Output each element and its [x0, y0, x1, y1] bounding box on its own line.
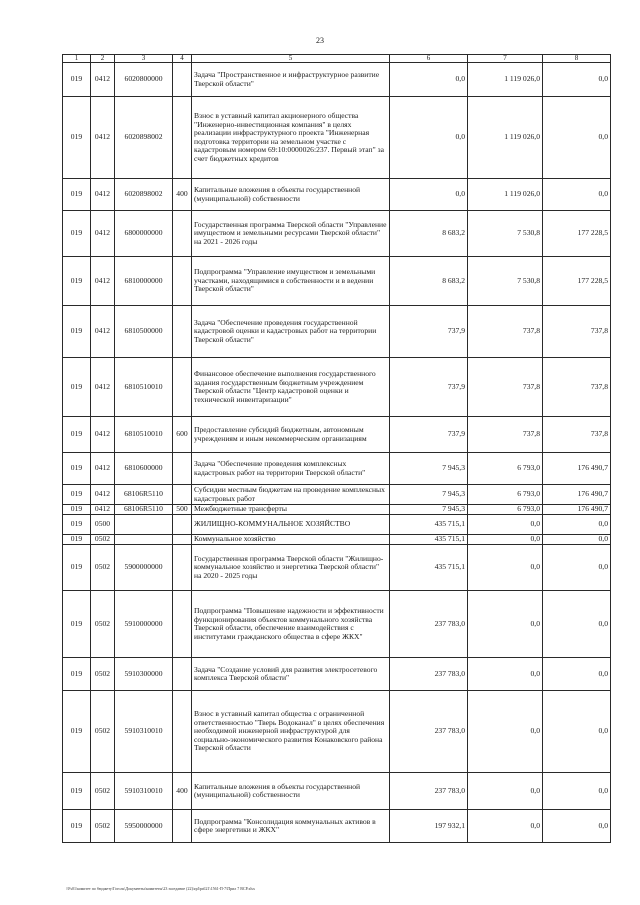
header-cell: 3 [115, 55, 173, 63]
cell-amount-col6: 237 783,0 [390, 773, 468, 810]
cell-ministry-code: 019 [63, 658, 91, 691]
table-row [63, 257, 611, 306]
cell-target-code: 68106R5110 [115, 505, 173, 515]
cell-target-code: 5910310010 [115, 691, 173, 773]
cell-description: Подпрограмма "Управление имуществом и земельными участками, находящимися в собственности и в ведении Тверской области" [192, 257, 390, 306]
cell-amount-col8: 176 490,7 [543, 505, 611, 515]
cell-amount-col8: 176 490,7 [543, 453, 611, 485]
cell-amount-col6: 0,0 [390, 63, 468, 97]
cell-ministry-code: 019 [63, 810, 91, 843]
cell-amount-col8: 0,0 [543, 63, 611, 97]
header-cell: 4 [173, 55, 192, 63]
table-header-row [63, 55, 611, 63]
cell-amount-col7: 1 119 026,0 [468, 179, 543, 211]
cell-description: Задача "Создание условий для развития электросетевого комплекса Тверской области" [192, 658, 390, 691]
cell-expense-type: 400 [173, 773, 192, 810]
cell-amount-col6: 737,9 [390, 306, 468, 358]
table-row [63, 97, 611, 179]
cell-target-code: 6810000000 [115, 257, 173, 306]
cell-amount-col6: 737,9 [390, 358, 468, 417]
cell-target-code: 5950000000 [115, 810, 173, 843]
cell-ministry-code: 019 [63, 515, 91, 535]
cell-expense-type [173, 591, 192, 658]
page-number: 23 [316, 36, 324, 45]
cell-amount-col8: 0,0 [543, 97, 611, 179]
cell-amount-col6: 237 783,0 [390, 691, 468, 773]
cell-amount-col8: 177 228,5 [543, 211, 611, 257]
cell-amount-col7: 0,0 [468, 591, 543, 658]
cell-description: Капитальные вложения в объекты государственной (муниципальной) собственности [192, 773, 390, 810]
cell-amount-col6: 8 683,2 [390, 211, 468, 257]
cell-section-code: 0502 [91, 591, 115, 658]
cell-expense-type [173, 691, 192, 773]
cell-section-code: 0412 [91, 179, 115, 211]
cell-expense-type [173, 453, 192, 485]
cell-amount-col7: 737,8 [468, 306, 543, 358]
cell-amount-col7: 1 119 026,0 [468, 63, 543, 97]
cell-amount-col6: 7 945,3 [390, 485, 468, 505]
cell-expense-type [173, 97, 192, 179]
cell-target-code: 6020800000 [115, 63, 173, 97]
table-row [63, 417, 611, 453]
cell-description: Взнос в уставный капитал акционерного общества "Инженерно-инвестиционная компания" в целях реализации инфраструктурного проекта "Инженерная подготовка территории на земельном участке с кадастровым номером 69:10:0000026:237. Первый этап" за счет бюджетных кредитов [192, 97, 390, 179]
cell-section-code: 0412 [91, 485, 115, 505]
cell-amount-col6: 435 715,1 [390, 545, 468, 591]
cell-target-code [115, 535, 173, 545]
table-row [63, 691, 611, 773]
cell-expense-type [173, 306, 192, 358]
cell-target-code: 6810600000 [115, 453, 173, 485]
cell-expense-type [173, 485, 192, 505]
cell-amount-col7: 1 119 026,0 [468, 97, 543, 179]
cell-description: Задача "Обеспечение проведения комплексных кадастровых работ на территории Тверской области" [192, 453, 390, 485]
cell-expense-type [173, 535, 192, 545]
cell-ministry-code: 019 [63, 358, 91, 417]
cell-amount-col8: 737,8 [543, 306, 611, 358]
cell-target-code: 5900000000 [115, 545, 173, 591]
cell-section-code: 0412 [91, 306, 115, 358]
cell-amount-col8: 0,0 [543, 591, 611, 658]
cell-amount-col8: 0,0 [543, 179, 611, 211]
cell-target-code: 6810500000 [115, 306, 173, 358]
cell-section-code: 0502 [91, 773, 115, 810]
table-row [63, 773, 611, 810]
cell-section-code: 0412 [91, 453, 115, 485]
cell-description: Капитальные вложения в объекты государственной (муниципальной) собственности [192, 179, 390, 211]
cell-description: Задача "Обеспечение проведения государственной кадастровой оценки и кадастровых работ на территории Тверской области" [192, 306, 390, 358]
cell-amount-col7: 737,8 [468, 358, 543, 417]
cell-amount-col6: 7 945,3 [390, 505, 468, 515]
cell-amount-col8: 176 490,7 [543, 485, 611, 505]
cell-ministry-code: 019 [63, 591, 91, 658]
cell-section-code: 0502 [91, 691, 115, 773]
cell-description: Подпрограмма "Повышение надежности и эффективности функционирования объектов коммунального хозяйства Тверской области, обеспечение взаимодействия с институтами гражданского общества в сфере ЖКХ" [192, 591, 390, 658]
cell-amount-col8: 0,0 [543, 810, 611, 843]
cell-expense-type [173, 515, 192, 535]
cell-section-code: 0412 [91, 257, 115, 306]
cell-description: Подпрограмма "Консолидация коммунальных активов в сфере энергетики и ЖКХ" [192, 810, 390, 843]
cell-expense-type: 500 [173, 505, 192, 515]
cell-expense-type [173, 658, 192, 691]
cell-section-code: 0502 [91, 545, 115, 591]
cell-ministry-code: 019 [63, 306, 91, 358]
header-cell: 5 [192, 55, 390, 63]
cell-section-code: 0500 [91, 515, 115, 535]
cell-amount-col6: 0,0 [390, 179, 468, 211]
cell-amount-col8: 0,0 [543, 691, 611, 773]
cell-ministry-code: 019 [63, 257, 91, 306]
cell-amount-col8: 0,0 [543, 545, 611, 591]
cell-section-code: 0412 [91, 211, 115, 257]
cell-expense-type [173, 545, 192, 591]
cell-amount-col8: 0,0 [543, 773, 611, 810]
cell-amount-col7: 0,0 [468, 535, 543, 545]
cell-description: Взнос в уставный капитал общества с ограниченной ответственностью "Тверь Водоканал" в целях обеспечения необходимой инженерной инфраструктурой для социально-экономического развития Конаковского района Тверской области [192, 691, 390, 773]
cell-amount-col8: 0,0 [543, 658, 611, 691]
cell-amount-col6: 237 783,0 [390, 591, 468, 658]
cell-ministry-code: 019 [63, 453, 91, 485]
cell-section-code: 0412 [91, 358, 115, 417]
cell-amount-col8: 0,0 [543, 535, 611, 545]
header-cell: 8 [543, 55, 611, 63]
cell-expense-type [173, 211, 192, 257]
cell-expense-type [173, 63, 192, 97]
cell-target-code: 5910000000 [115, 591, 173, 658]
cell-amount-col7: 737,8 [468, 417, 543, 453]
table-row [63, 63, 611, 97]
cell-amount-col7: 7 530,8 [468, 211, 543, 257]
cell-description: ЖИЛИЩНО-КОММУНАЛЬНОЕ ХОЗЯЙСТВО [192, 515, 390, 535]
cell-amount-col7: 6 793,0 [468, 453, 543, 485]
header-cell: 1 [63, 55, 91, 63]
header-cell: 6 [390, 55, 468, 63]
cell-section-code: 0412 [91, 63, 115, 97]
cell-ministry-code: 019 [63, 773, 91, 810]
cell-amount-col8: 737,8 [543, 358, 611, 417]
cell-amount-col6: 0,0 [390, 97, 468, 179]
cell-description: Предоставление субсидий бюджетным, автономным учреждениям и иным некоммерческим организациям [192, 417, 390, 453]
table-row [63, 211, 611, 257]
cell-target-code: 6810510010 [115, 358, 173, 417]
cell-amount-col7: 0,0 [468, 515, 543, 535]
table-row [63, 515, 611, 535]
cell-section-code: 0412 [91, 505, 115, 515]
cell-amount-col7: 6 793,0 [468, 485, 543, 505]
cell-description: Государственная программа Тверской области "Жилищно-коммунальное хозяйство и энергетика Тверской области" на 2020 - 2025 годы [192, 545, 390, 591]
table-row [63, 810, 611, 843]
table-row [63, 658, 611, 691]
cell-ministry-code: 019 [63, 417, 91, 453]
cell-amount-col8: 737,8 [543, 417, 611, 453]
cell-amount-col6: 8 683,2 [390, 257, 468, 306]
table-row [63, 306, 611, 358]
cell-expense-type [173, 358, 192, 417]
cell-description: Межбюджетные трансферты [192, 505, 390, 515]
cell-section-code: 0502 [91, 658, 115, 691]
cell-ministry-code: 019 [63, 535, 91, 545]
cell-ministry-code: 019 [63, 179, 91, 211]
cell-target-code: 6810510010 [115, 417, 173, 453]
cell-target-code: 5910300000 [115, 658, 173, 691]
cell-target-code: 68106R5110 [115, 485, 173, 505]
cell-amount-col8: 177 228,5 [543, 257, 611, 306]
cell-target-code: 6020898002 [115, 97, 173, 179]
cell-amount-col7: 0,0 [468, 810, 543, 843]
cell-section-code: 0502 [91, 810, 115, 843]
cell-ministry-code: 019 [63, 63, 91, 97]
cell-amount-col7: 0,0 [468, 691, 543, 773]
table-row [63, 179, 611, 211]
table-row [63, 453, 611, 485]
header-cell: 2 [91, 55, 115, 63]
table-row [63, 505, 611, 515]
cell-amount-col7: 0,0 [468, 658, 543, 691]
cell-ministry-code: 019 [63, 505, 91, 515]
cell-target-code: 5910310010 [115, 773, 173, 810]
cell-amount-col7: 0,0 [468, 545, 543, 591]
cell-amount-col6: 197 932,1 [390, 810, 468, 843]
cell-section-code: 0412 [91, 417, 115, 453]
cell-description: Коммунальное хозяйство [192, 535, 390, 545]
table-row [63, 545, 611, 591]
cell-description: Задача "Пространственное и инфраструктурное развитие Тверской области" [192, 63, 390, 97]
cell-description: Субсидии местным бюджетам на проведение комплексных кадастровых работ [192, 485, 390, 505]
header-cell: 7 [468, 55, 543, 63]
table-row [63, 358, 611, 417]
cell-amount-col6: 237 783,0 [390, 658, 468, 691]
cell-expense-type [173, 257, 192, 306]
table-row [63, 485, 611, 505]
cell-ministry-code: 019 [63, 97, 91, 179]
file-path-footer: \\Fs01\комитет по бюджету\Гоголь\Документы\комитеты\23 заседание (22)\zpl\pril21\1561-П-7\Прил 7 ВСР.xlsx [66, 886, 255, 891]
cell-amount-col6: 737,9 [390, 417, 468, 453]
cell-target-code: 6020898002 [115, 179, 173, 211]
cell-amount-col7: 7 530,8 [468, 257, 543, 306]
cell-ministry-code: 019 [63, 485, 91, 505]
cell-description: Государственная программа Тверской области "Управление имуществом и земельными ресурсами Тверской области" на 2021 - 2026 годы [192, 211, 390, 257]
cell-amount-col7: 0,0 [468, 773, 543, 810]
cell-expense-type: 400 [173, 179, 192, 211]
cell-amount-col6: 7 945,3 [390, 453, 468, 485]
cell-description: Финансовое обеспечение выполнения государственного задания государственным бюджетным учреждением Тверской области "Центр кадастровой оценки и технической инвентаризации" [192, 358, 390, 417]
cell-target-code: 6800000000 [115, 211, 173, 257]
cell-expense-type [173, 810, 192, 843]
cell-amount-col6: 435 715,1 [390, 515, 468, 535]
table-row [63, 535, 611, 545]
cell-ministry-code: 019 [63, 211, 91, 257]
budget-table [62, 54, 611, 843]
cell-ministry-code: 019 [63, 691, 91, 773]
cell-amount-col8: 0,0 [543, 515, 611, 535]
table-row [63, 591, 611, 658]
cell-amount-col6: 435 715,1 [390, 535, 468, 545]
cell-expense-type: 600 [173, 417, 192, 453]
cell-section-code: 0412 [91, 97, 115, 179]
cell-ministry-code: 019 [63, 545, 91, 591]
cell-section-code: 0502 [91, 535, 115, 545]
cell-amount-col7: 6 793,0 [468, 505, 543, 515]
cell-target-code [115, 515, 173, 535]
